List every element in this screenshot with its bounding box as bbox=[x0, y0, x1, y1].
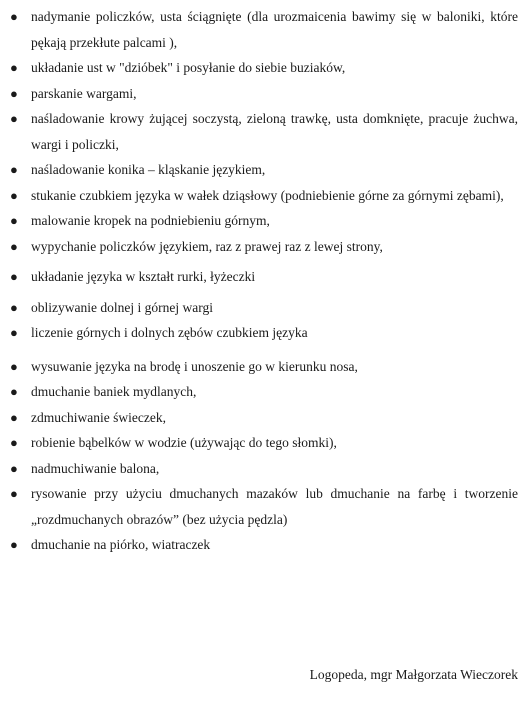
list-item-text: dmuchanie na piórko, wiatraczek bbox=[31, 537, 211, 552]
list-item bbox=[10, 532, 518, 558]
list-item-text: robienie bąbelków w wodzie (używając do tego słomki), bbox=[31, 435, 337, 450]
bullet: ● bbox=[10, 299, 18, 315]
bullet: ● bbox=[10, 9, 18, 24]
list-item-text: wysuwanie języka na brodę i unoszenie go w kierunku nosa, bbox=[31, 358, 358, 374]
list-item-text: układanie ust w "dzióbek" i posyłanie do siebie buziaków, bbox=[31, 60, 346, 75]
bullet: ● bbox=[10, 213, 18, 228]
list-item-text: stukanie czubkiem języka w wałek dziąsłowy (podniebienie górne za górnymi zębami), bbox=[31, 187, 504, 203]
list-item bbox=[10, 405, 518, 431]
list-item bbox=[10, 106, 518, 157]
bullet: ● bbox=[10, 358, 18, 374]
bullet: ● bbox=[10, 435, 18, 450]
list-item-text: liczenie górnych i dolnych zębów czubkiem języka bbox=[31, 325, 308, 340]
list-item bbox=[10, 295, 518, 321]
list-item bbox=[10, 234, 518, 260]
list-item-text: układanie języka w kształt rurki, łyżeczki bbox=[31, 269, 256, 284]
list-item-text: rysowanie przy użyciu dmuchanych mazaków lub dmuchanie na farbę i tworzenie „rozdmuchanych obrazów” (bez użycia pędzla) bbox=[31, 486, 518, 527]
bullet: ● bbox=[10, 537, 18, 552]
list-item bbox=[10, 208, 518, 234]
bullet: ● bbox=[10, 85, 18, 101]
list-item-text: oblizywanie dolnej i górnej wargi bbox=[31, 299, 213, 315]
list-item bbox=[10, 183, 518, 209]
list-item-text: zdmuchiwanie świeczek, bbox=[31, 409, 166, 425]
list-item bbox=[10, 379, 518, 405]
list-item bbox=[10, 4, 518, 55]
list-item-text: dmuchanie baniek mydlanych, bbox=[31, 384, 197, 399]
bullet: ● bbox=[10, 486, 18, 501]
list-item bbox=[10, 481, 518, 532]
bullet: ● bbox=[10, 325, 18, 340]
bullet: ● bbox=[10, 384, 18, 399]
bullet: ● bbox=[10, 409, 18, 425]
signature: Logopeda, mgr Małgorzata Wieczorek bbox=[309, 667, 518, 682]
exercise-list bbox=[10, 4, 518, 558]
list-item bbox=[10, 320, 518, 346]
bullet: ● bbox=[10, 111, 18, 126]
list-item-text: naśladowanie konika – kląskanie językiem, bbox=[31, 162, 266, 177]
list-item-text: malowanie kropek na podniebieniu górnym, bbox=[31, 213, 270, 228]
list-item-text: parskanie wargami, bbox=[31, 85, 137, 101]
bullet: ● bbox=[10, 60, 18, 75]
list-item bbox=[10, 55, 518, 81]
bullet: ● bbox=[10, 162, 18, 177]
list-item bbox=[10, 81, 518, 107]
list-item-text: nadymanie policzków, usta ściągnięte (dla urozmaicenia bawimy się w baloniki, które pękają przekłute palcami ), bbox=[31, 9, 518, 50]
list-item-text: nadmuchiwanie balona, bbox=[31, 460, 160, 476]
list-item bbox=[10, 430, 518, 456]
bullet: ● bbox=[10, 460, 18, 476]
list-item-text: wypychanie policzków językiem, raz z prawej raz z lewej strony, bbox=[31, 238, 383, 254]
list-item-text: naśladowanie krowy żującej soczystą, zieloną trawkę, usta domknięte, pracuje żuchwa, wargi i policzki, bbox=[31, 111, 518, 152]
bullet: ● bbox=[10, 187, 18, 203]
list-item bbox=[10, 157, 518, 183]
list-item bbox=[10, 264, 518, 290]
list-item bbox=[10, 354, 518, 380]
bullet: ● bbox=[10, 269, 18, 284]
bullet: ● bbox=[10, 238, 18, 254]
list-item bbox=[10, 456, 518, 482]
